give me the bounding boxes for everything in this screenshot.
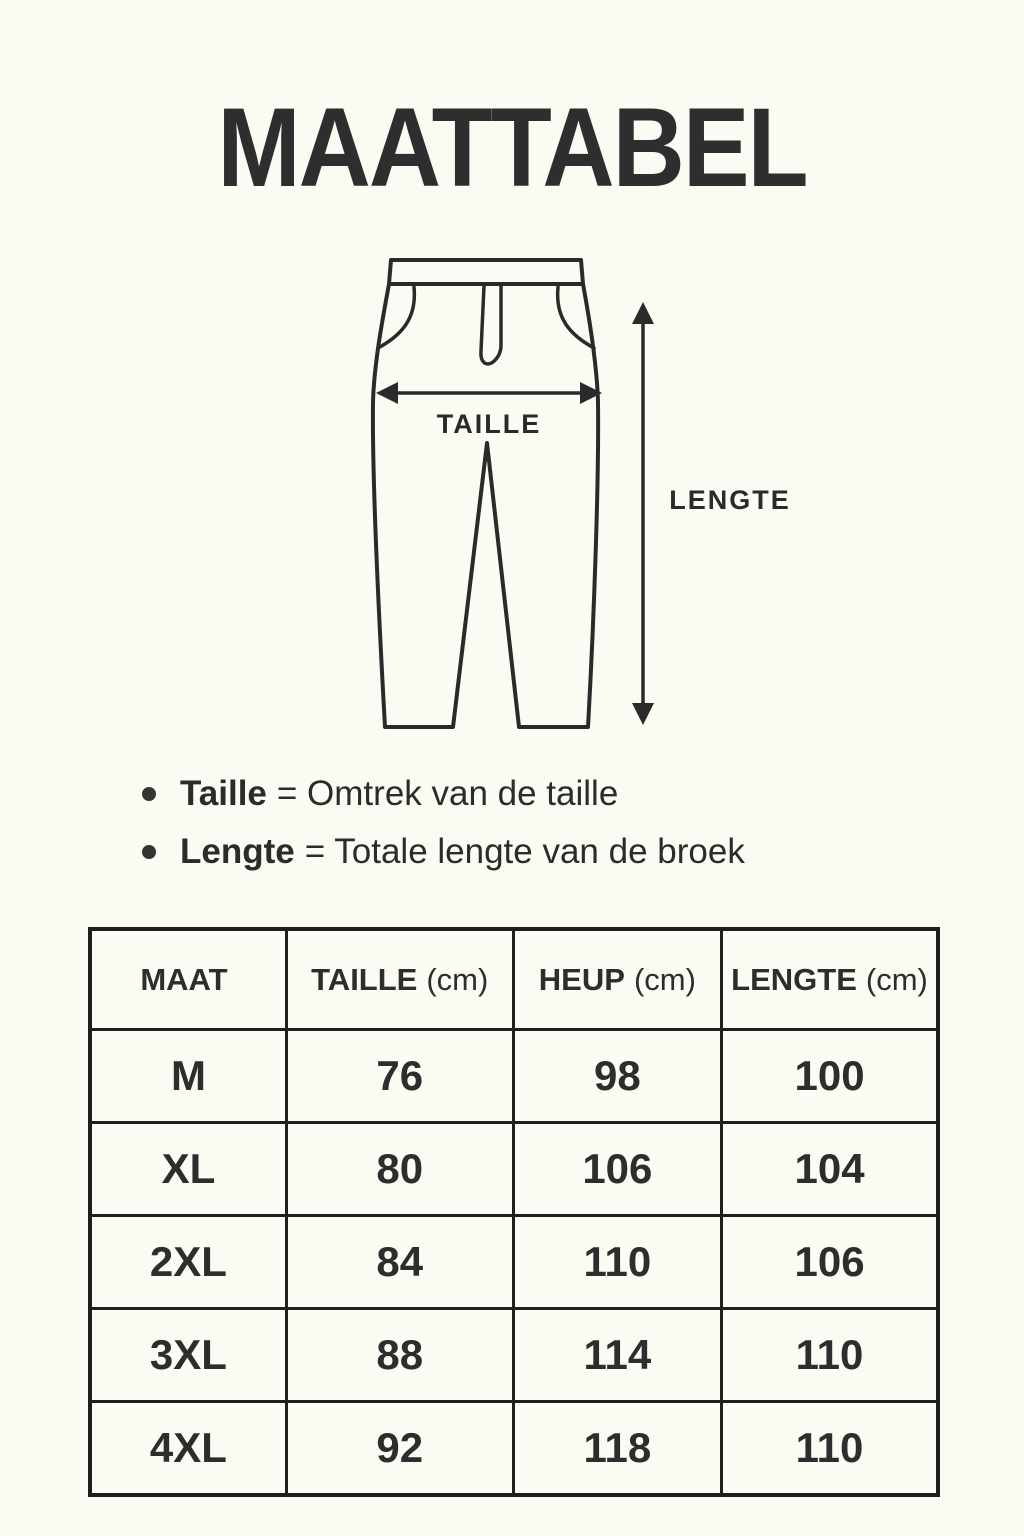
legend-text: [180, 772, 618, 816]
cell-heup: 110: [513, 1216, 721, 1309]
legend-definition: = Totale lengte van de broek: [304, 832, 745, 871]
column-header-maat: [90, 929, 286, 1030]
cell-lengte: 110: [722, 1402, 938, 1496]
pants-outline-icon: [373, 284, 598, 727]
page-title: MAATTABEL: [217, 85, 807, 211]
measurement-legend: [142, 772, 745, 874]
cell-lengte: 104: [722, 1123, 938, 1216]
lengte-label: LENGTE: [669, 485, 791, 515]
pants-measurement-diagram: [340, 230, 820, 750]
legend-item-lengte: [142, 830, 745, 874]
legend-text: [180, 830, 745, 874]
column-header-taille: [286, 929, 513, 1030]
lengte-arrow-icon: [632, 302, 654, 725]
table-row: [90, 1030, 938, 1123]
cell-heup: 106: [513, 1123, 721, 1216]
pants-waistband-icon: [389, 260, 583, 284]
column-label: TAILLE: [311, 961, 418, 997]
table-row: [90, 1309, 938, 1402]
cell-heup: 114: [513, 1309, 721, 1402]
bullet-icon: [142, 787, 156, 801]
legend-item-taille: [142, 772, 745, 816]
bullet-icon: [142, 845, 156, 859]
column-unit: (cm): [426, 961, 489, 997]
pants-fly-icon: [481, 286, 501, 364]
table-row: [90, 1123, 938, 1216]
column-unit: (cm): [633, 961, 696, 997]
table-row: [90, 1402, 938, 1496]
cell-taille: 92: [286, 1402, 513, 1496]
cell-size: 2XL: [90, 1216, 286, 1309]
taille-label: TAILLE: [436, 409, 542, 439]
size-table: [88, 927, 940, 1497]
cell-size: 4XL: [90, 1402, 286, 1496]
table-row: [90, 1216, 938, 1309]
legend-term: Lengte: [180, 832, 295, 871]
cell-lengte: 100: [722, 1030, 938, 1123]
cell-size: 3XL: [90, 1309, 286, 1402]
cell-size: M: [90, 1030, 286, 1123]
legend-term: Taille: [180, 774, 267, 813]
cell-lengte: 110: [722, 1309, 938, 1402]
column-label: MAAT: [140, 961, 228, 997]
cell-lengte: 106: [722, 1216, 938, 1309]
column-unit: (cm): [865, 961, 928, 997]
cell-taille: 80: [286, 1123, 513, 1216]
column-header-lengte: [722, 929, 938, 1030]
cell-taille: 84: [286, 1216, 513, 1309]
cell-heup: 118: [513, 1402, 721, 1496]
column-header-heup: [513, 929, 721, 1030]
column-label: HEUP: [538, 961, 625, 997]
cell-heup: 98: [513, 1030, 721, 1123]
size-table-header-row: [90, 929, 938, 1030]
legend-definition: = Omtrek van de taille: [276, 774, 619, 813]
cell-taille: 88: [286, 1309, 513, 1402]
column-label: LENGTE: [731, 961, 857, 997]
cell-size: XL: [90, 1123, 286, 1216]
cell-taille: 76: [286, 1030, 513, 1123]
taille-arrow-icon: [376, 382, 602, 404]
